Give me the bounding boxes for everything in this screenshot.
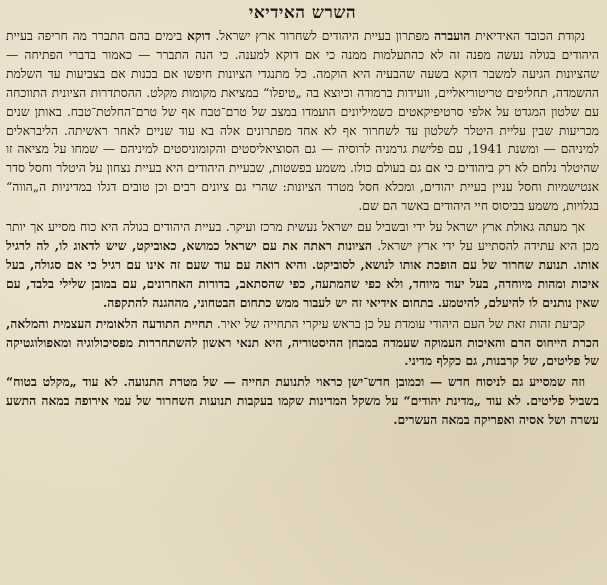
text-run: תחיית התודעה הלאומית העצמית והמלאה, הכרת הייחוס הרם והאיכות העמוקה שעמדה במבחן ההיסטוריה, היא תנאי ראשון להשתחררות מפסיכולוגיה ומאפולוגטיקה של פליטים, של קרבנות, גם כקלף מדיני. bbox=[6, 315, 599, 369]
text-run: וזה שמסייע גם לניסוח חדש — וכמובן חדש־ישן כראוי לתנועת תחייה — bbox=[217, 374, 585, 390]
text-run: נקודת הכובד האידיאית bbox=[470, 29, 585, 43]
article-body bbox=[6, 27, 599, 430]
text-run: קביעת זהות זאת של העם היהודי עומדת על כן בראש עיקרי התחייה של יאיר. bbox=[212, 316, 585, 331]
text-run: הועברה bbox=[434, 28, 471, 43]
text-run: דוקא bbox=[187, 28, 211, 43]
paragraph-2 bbox=[6, 218, 599, 313]
text-run: הציונות ראתה את עם ישראל כמושא, כאוביקט, שיש לדאוג לו, לה לרגיל אותו. תנועת שחרור של עם הופכת אותו לנושא, לסוביקט. והיא רואה עם עוד שעם זה אינו עם רגיל כי אם סגולה, בעל איכות ומהות מיוחדה, בעל יעוד מיוחד, ולא כפי שהמתעה, כפי שהסתאב, בדורות האחרונים, עם במובן שלילי בלבד, עם שאין נותנים לו להיעלם, להיטמע. בתחום אידיאי זה יש לעבור ממש כתחום הבטחוני, מההגנה להתקפה. bbox=[6, 237, 599, 310]
paragraph-1 bbox=[6, 27, 599, 216]
text-run: אך מעתה גאולת ארץ ישראל על ידי ובשביל עם ישראל נעשית מרכז ועיקר. בעיית היהודים בגולה היא כוח מסייע אך יותר מכן היא עתידה להסתייע על ידי ארץ ישראל. bbox=[6, 220, 599, 253]
text-run: של מטרת התנועה. לא עוד „מקלט בטוח“ בשביל פליטים. לא עוד „מדינת יהודים“ על משקל המדינות שקמו בעקבות תנועות השחרור של עמי אירופה במאה התשע עשרה ושל אסיה ואפריקה במאה העשרים. bbox=[6, 374, 599, 428]
text-run: בימים בהם התברר מה חריפה בעיית היהודים בגולה נעשה מפנה זה לא כהתעלמות ממנה כי אם דוקא למענה. כי הנה התברר — כאמור בדברי הפתיחה — שהציונות הגיעה למשבר דוקא בשעה שהבעיה היא הוקמה. כל מתנגדי הציונות חיפשו אם בכנות אם בצביעות עד השלמת ההשמדה, תחליפים טריטוריאליים, וועידות ברמודה וכיוצא בה „טיפלו“ במציאת מקומות מקלט. ההסתדרות הציונית התווכחה עם שלטון המגדט על אלפי סרטיפיקאטים כשמיליונים הועמדו במצב של טרם־טבח אף של טרם־החלטת־טבח. באותן שנים מכריעות שבין עליית היטלר לשלטון עד לשחרור אף לא אחד מפתרונים אלה בא עוד שניים לאחר ראשיתה. הליבראלים למיניהם — ומשנת 1941, עם פלישת גרמניה לרוסיה — גם הסוציאליסטים והקומוניסטים למיניהם — שמחו על מציאה זו שהיטלר נלחם לא רק ביהודים כי אם גם בעולם כולו. משמע בפשטות, שבעיית היהודים היא בעיית נצחון על היטלר וחסל סדר אנטישמיות וחסל עניין בעיית יהודים, ומכלא חסל מטרד הציונות: שהרי גם ציונים רבים וכן טובים דגלו במדיניות ה„הווה“ בגלויות, משמע בביסוס חיי היהודים באשר הם שם. bbox=[6, 29, 599, 214]
paragraph-4 bbox=[6, 373, 599, 430]
page-title: השרש האידיאי bbox=[248, 3, 357, 23]
text-run: מפתרון בעיית היהודים לשחרור ארץ ישראל. bbox=[210, 29, 435, 43]
paragraph-3 bbox=[6, 315, 599, 372]
